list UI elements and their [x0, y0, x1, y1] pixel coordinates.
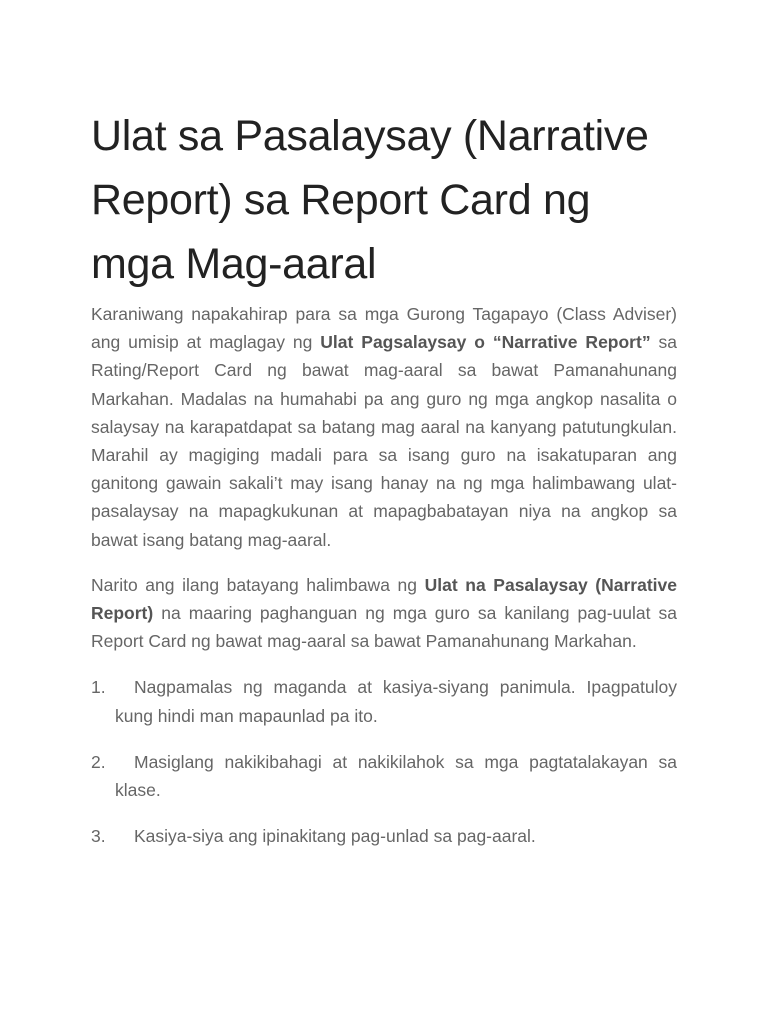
- list-item: [91, 822, 677, 850]
- examples-bold-term: Ulat na Pasalaysay (Narrative Report): [91, 574, 678, 624]
- list-item: [91, 748, 677, 804]
- examples-list: [91, 673, 677, 850]
- intro-bold-term: Ulat Pagsalaysay o “Narrative Report”: [320, 332, 651, 353]
- list-item-text: Nagpamalas ng maganda at kasiya-siyang panimula. Ipagpatuloy kung hindi man mapaunlad pa ito.: [115, 677, 677, 726]
- intro-text-end: sa Rating/Report Card ng bawat mag-aaral sa bawat Pamanahunang Markahan. Madalas na humahabi pa ang guro ng mga angkop nasalita o salaysay na karapatdapat sa batang mag aaral na kanyang patutungkulan. Marahil ay magiging madali para sa isang guro na isakatuparan ang ganitong gawain sakali’t may isang hanay na ng mga halimbawang ulat-pasalaysay na mapagkukunan at mapagbabatayan niya na angkop sa bawat isang batang mag-aaral.: [91, 332, 677, 550]
- examples-text-start: Narito ang ilang batayang halimbawa ng: [91, 574, 425, 595]
- intro-paragraph: [91, 300, 677, 554]
- intro-text-start: Karaniwang napakahirap para sa mga Gurong Tagapayo (Class Adviser) ang umisip at maglagay ng: [91, 304, 677, 353]
- list-item-text: Kasiya-siya ang ipinakitang pag-unlad sa pag-aaral.: [134, 826, 536, 847]
- examples-text-end: na maaring paghanguan ng mga guro sa kanilang pag-uulat sa Report Card ng bawat mag-aaral sa bawat Pamanahunang Markahan.: [91, 603, 677, 652]
- list-item-number: 2.: [91, 751, 106, 772]
- list-item: [91, 673, 677, 729]
- examples-intro-paragraph: [91, 571, 677, 656]
- list-item-text: Masiglang nakikibahagi at nakikilahok sa mga pagtatalakayan sa klase.: [115, 751, 677, 801]
- list-item-number: 3.: [91, 826, 106, 847]
- document-title: Ulat sa Pasalaysay (Narrative Report) sa Report Card ng mga Mag-aaral: [91, 112, 649, 288]
- document-page: [91, 104, 677, 868]
- list-item-number: 1.: [91, 677, 106, 698]
